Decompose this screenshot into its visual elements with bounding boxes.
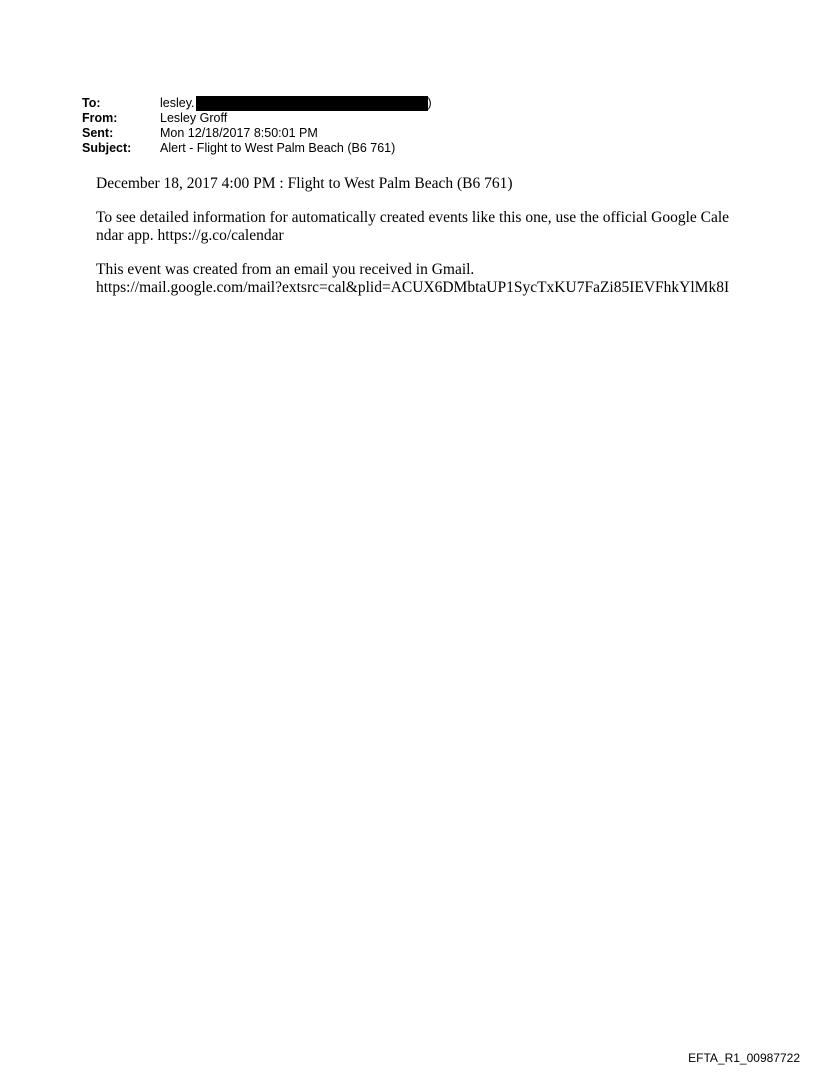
sent-value: Mon 12/18/2017 8:50:01 PM bbox=[160, 126, 318, 140]
from-label: From: bbox=[82, 111, 118, 125]
email-body bbox=[96, 175, 736, 313]
from-row bbox=[82, 111, 432, 126]
gmail-line: This event was created from an email you received in Gmail. bbox=[96, 261, 475, 278]
to-address: lesley. bbox=[160, 96, 195, 110]
sent-row bbox=[82, 126, 432, 141]
to-value bbox=[160, 96, 432, 111]
redaction-block bbox=[196, 96, 428, 111]
subject-label: Subject: bbox=[82, 141, 132, 155]
event-line: December 18, 2017 4:00 PM : Flight to West Palm Beach (B6 761) bbox=[96, 175, 513, 192]
sent-label: Sent: bbox=[82, 126, 114, 140]
subject-value: Alert - Flight to West Palm Beach (B6 761) bbox=[160, 141, 396, 155]
info-paragraph: To see detailed information for automatically created events like this one, use the official Google Calendar app. https://g.co/calendar bbox=[96, 209, 730, 244]
subject-row bbox=[82, 141, 432, 156]
email-header bbox=[82, 96, 432, 156]
to-redacted-suffix: ) bbox=[427, 96, 432, 110]
to-row bbox=[82, 96, 432, 111]
from-value: Lesley Groff bbox=[160, 111, 228, 125]
gmail-paragraph bbox=[96, 261, 736, 297]
gmail-link[interactable]: https://mail.google.com/mail?extsrc=cal&plid=ACUX6DMbtaUP1SycTxKU7FaZi85IEVFhkYlMk8I bbox=[96, 279, 730, 296]
document-id: EFTA_R1_00987722 bbox=[688, 1051, 800, 1065]
to-label: To: bbox=[82, 96, 101, 110]
